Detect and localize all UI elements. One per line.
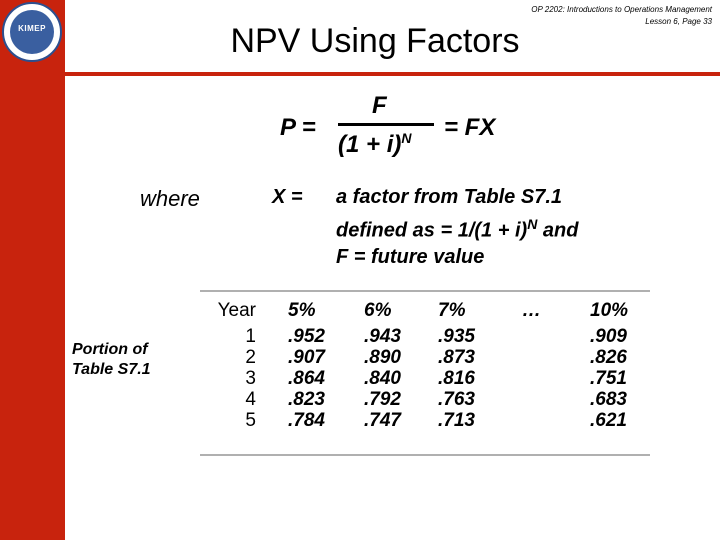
- definition-line-2-pre: defined as = 1/(1 + i): [336, 219, 528, 242]
- factor-cell: .907: [288, 347, 325, 368]
- fraction-bar: [338, 123, 434, 126]
- factor-cell: .792: [364, 389, 401, 410]
- factor-cell: .873: [438, 347, 475, 368]
- year-cell: 3: [245, 368, 256, 389]
- year-cell: 4: [245, 389, 256, 410]
- year-header: Year: [217, 300, 256, 321]
- rate-header: 10%: [590, 300, 629, 321]
- left-accent-bar: [0, 0, 65, 540]
- year-column: [206, 296, 256, 431]
- denominator-exponent: N: [401, 130, 412, 146]
- course-line-2: Lesson 6, Page 33: [645, 17, 712, 26]
- factor-cell: .864: [288, 368, 325, 389]
- header-divider: [65, 72, 720, 76]
- ellipsis: …: [522, 300, 541, 321]
- year-cell: 1: [245, 326, 256, 347]
- formula-lhs: P =: [280, 114, 316, 141]
- formula-numerator: F: [372, 92, 387, 119]
- ellipsis-column: [522, 296, 552, 326]
- factor-cell: .890: [364, 347, 401, 368]
- table-top-rule: [200, 290, 650, 292]
- definition-line-2-post: and: [537, 219, 579, 242]
- slide-title: NPV Using Factors: [230, 22, 520, 60]
- factor-cell: .713: [438, 410, 475, 431]
- factor-cell: .823: [288, 389, 325, 410]
- year-cell: 5: [245, 410, 256, 431]
- definition-line-2: [336, 216, 578, 243]
- formula-rhs: = FX: [444, 114, 496, 141]
- definition-line-3: F = future value: [336, 246, 485, 268]
- factor-cell: .621: [590, 410, 627, 431]
- factor-cell: .747: [364, 410, 401, 431]
- factor-cell: .763: [438, 389, 475, 410]
- definition-line-1: a factor from Table S7.1: [336, 186, 562, 208]
- kimep-logo: [2, 2, 62, 62]
- rate-header: 7%: [438, 300, 466, 321]
- course-line-1: OP 2202: Introductions to Operations Management: [531, 5, 712, 14]
- where-label: where: [140, 186, 200, 211]
- rate-column-6: [364, 296, 424, 431]
- rate-column-10: [590, 296, 650, 431]
- definition-line-2-exp: N: [527, 216, 538, 232]
- factor-cell: .943: [364, 326, 401, 347]
- rate-column-7: [438, 296, 498, 431]
- x-label: X =: [272, 186, 303, 208]
- factor-cell: .751: [590, 368, 627, 389]
- factor-cell: .784: [288, 410, 325, 431]
- factor-cell: .816: [438, 368, 475, 389]
- table-caption: Portion of Table S7.1: [72, 341, 151, 378]
- factor-cell: .840: [364, 368, 401, 389]
- year-cell: 2: [245, 347, 256, 368]
- rate-column-5: [288, 296, 348, 431]
- rate-header: 6%: [364, 300, 392, 321]
- rate-header: 5%: [288, 300, 316, 321]
- factor-cell: .935: [438, 326, 475, 347]
- logo-text: KIMEP: [18, 24, 46, 33]
- formula-denominator: [338, 130, 411, 159]
- factor-cell: .952: [288, 326, 325, 347]
- factor-cell: .826: [590, 347, 627, 368]
- factor-cell: .909: [590, 326, 627, 347]
- table-bottom-rule: [200, 454, 650, 456]
- denominator-base: (1 + i): [338, 131, 402, 158]
- factor-cell: .683: [590, 389, 627, 410]
